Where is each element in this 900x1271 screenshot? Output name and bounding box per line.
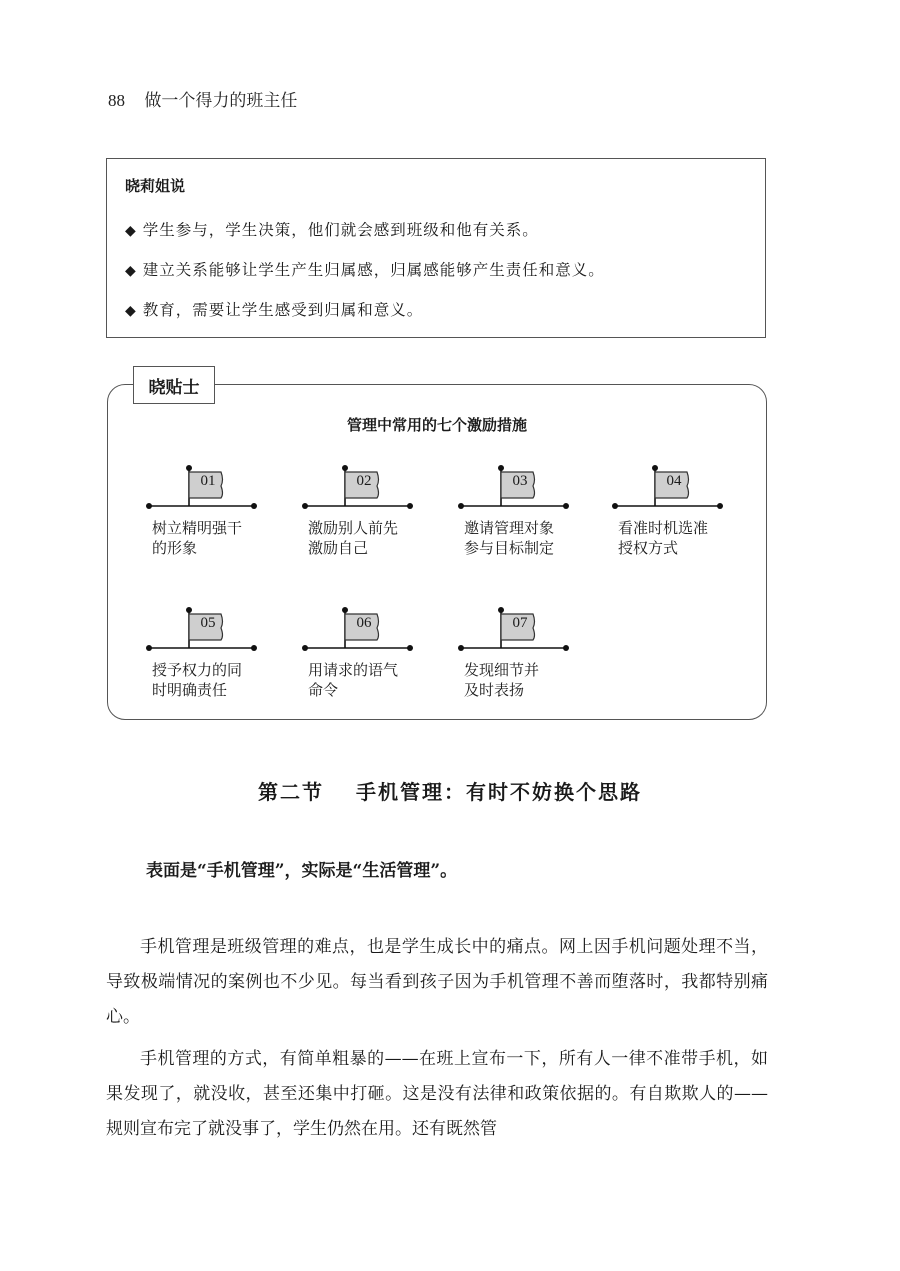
quote-item-text: 教育，需要让学生感受到归属和意义。 — [142, 301, 424, 319]
measure-item — [458, 606, 598, 726]
measure-text: 授予权力的同 时明确责任 — [152, 661, 243, 699]
measure-item — [458, 464, 598, 584]
flag-number: 04 — [666, 473, 682, 489]
flag-number: 01 — [200, 473, 216, 489]
measure-text: 树立精明强干 的形象 — [152, 519, 243, 557]
measure-item — [146, 464, 286, 584]
measure-text: 激励别人前先 激励自己 — [308, 519, 399, 557]
tips-label: 晓贴士 — [133, 366, 215, 404]
quote-item — [125, 298, 747, 320]
tips-title: 管理中常用的七个激励措施 — [346, 416, 527, 434]
flag-number: 02 — [356, 473, 372, 489]
paragraph: 手机管理是班级管理的难点，也是学生成长中的痛点。网上因手机问题处理不当，导致极端情况的案例也不少见。每当看到孩子因为手机管理不善而堕落时，我都特别痛心。 — [106, 937, 768, 1027]
measure-item — [302, 464, 442, 584]
flag-number: 06 — [356, 615, 372, 631]
measure-item — [302, 606, 442, 726]
diamond-bullet-icon: ◆ — [125, 263, 137, 279]
quote-item-text: 建立关系能够让学生产生归属感，归属感能够产生责任和意义。 — [142, 261, 605, 279]
flag-number: 05 — [200, 615, 216, 631]
flag-number: 07 — [512, 615, 528, 631]
quote-title: 晓莉姐说 — [125, 177, 186, 195]
diamond-bullet-icon: ◆ — [125, 303, 137, 319]
lead-sentence: 表面是“手机管理”，实际是“生活管理”。 — [146, 861, 458, 881]
diamond-bullet-icon: ◆ — [125, 223, 137, 239]
page-header — [108, 86, 297, 111]
measure-text: 看准时机选准 授权方式 — [618, 519, 709, 557]
section-title — [0, 776, 900, 805]
quote-box — [106, 158, 766, 338]
quote-item-text: 学生参与，学生决策，他们就会感到班级和他有关系。 — [142, 221, 539, 239]
measure-text: 发现细节并 及时表扬 — [464, 661, 540, 699]
section-heading: 手机管理：有时不妨换个思路 — [356, 780, 642, 804]
measure-text: 用请求的语气 命令 — [308, 661, 399, 699]
measure-item — [612, 464, 752, 584]
flag-number: 03 — [512, 473, 528, 489]
page-number: 88 — [108, 91, 125, 110]
measure-text: 邀请管理对象 参与目标制定 — [464, 519, 555, 557]
measure-item — [146, 606, 286, 726]
quote-item — [125, 258, 747, 280]
paragraph: 手机管理的方式，有简单粗暴的——在班上宣布一下，所有人一律不准带手机，如果发现了，就没收，甚至还集中打砸。这是没有法律和政策依据的。有自欺欺人的——规则宣布完了就没事了，学生仍然在用。还有既然管 — [106, 1049, 768, 1139]
section-label: 第二节 — [258, 780, 324, 804]
book-title: 做一个得力的班主任 — [144, 91, 298, 111]
quote-item — [125, 218, 747, 240]
